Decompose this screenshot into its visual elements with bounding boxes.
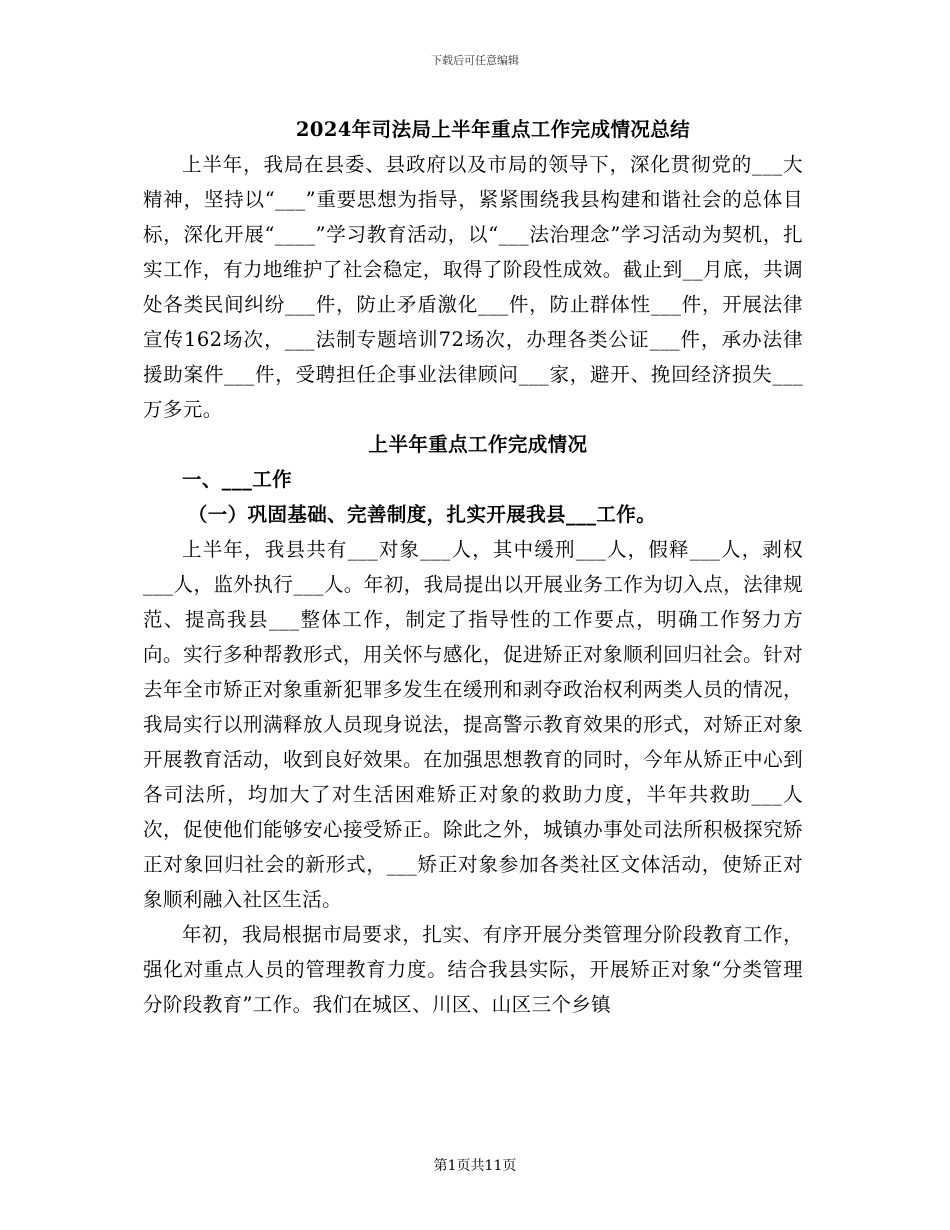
body-paragraph-1: 上半年，我县共有___对象___人，其中缓刑___人，假释___人，剥权___人，监外执行___人。年初，我局提出以开展业务工作为切入点，法律规范、提高我县___整体工作，制定了指导性的工作要点，明确工作努力方向。实行多种帮教形式，用关怀与感化，促进矫正对象顺利回归社会。针对去年全市矫正对象重新犯罪多发生在缓刑和剥夺政治权利两类人员的情况，我局实行以刑满释放人员现身说法，提高警示教育效果的形式，对矫正对象开展教育活动，收到良好效果。在加强思想教育的同时，今年从矫正中心到各司法所，均加大了对生活困难矫正对象的救助力度，半年共救助___人次，促使他们能够安心接受矫正。除此之外，城镇办事处司法所积极探究矫正对象回归社会的新形式，___矫正对象参加各类社区文体活动，使矫正对象顺利融入社区生活。 (143, 538, 803, 911)
heading-level-2: （一）巩固基础、完善制度，扎实开展我县___工作。 (187, 503, 657, 526)
body-paragraph-2: 年初，我局根据市局要求，扎实、有序开展分类管理分阶段教育工作，强化对重点人员的管理教育力度。结合我县实际，开展矫正对象“分类管理分阶段教育”工作。我们在城区、川区、山区三个乡镇 (143, 923, 803, 1016)
document-body (143, 112, 803, 1022)
heading-level-1: 一、___工作 (182, 468, 293, 491)
intro-paragraph: 上半年，我局在县委、县政府以及市局的领导下，深化贯彻党的___大精神，坚持以“___”重要思想为指导，紧紧围绕我县构建和谐社会的总体目标，深化开展“____”学习教育活动，以“___法治理念”学习活动为契机，扎实工作，有力地维护了社会稳定，取得了阶段性成效。截止到__月底，共调处各类民间纠纷___件，防止矛盾激化___件，防止群体性___件，开展法律宣传162场次，___法制专题培训72场次，办理各类公证___件，承办法律援助案件___件，受聘担任企事业法律顾问___家，避开、挽回经济损失___万多元。 (143, 153, 803, 421)
section-title: 上半年重点工作完成情况 (368, 433, 588, 456)
document-title: 2024年司法局上半年重点工作完成情况总结 (295, 118, 691, 141)
page-header-note: 下载后可任意编辑 (431, 54, 519, 67)
page-number-footer: 第1页共11页 (433, 1158, 517, 1174)
